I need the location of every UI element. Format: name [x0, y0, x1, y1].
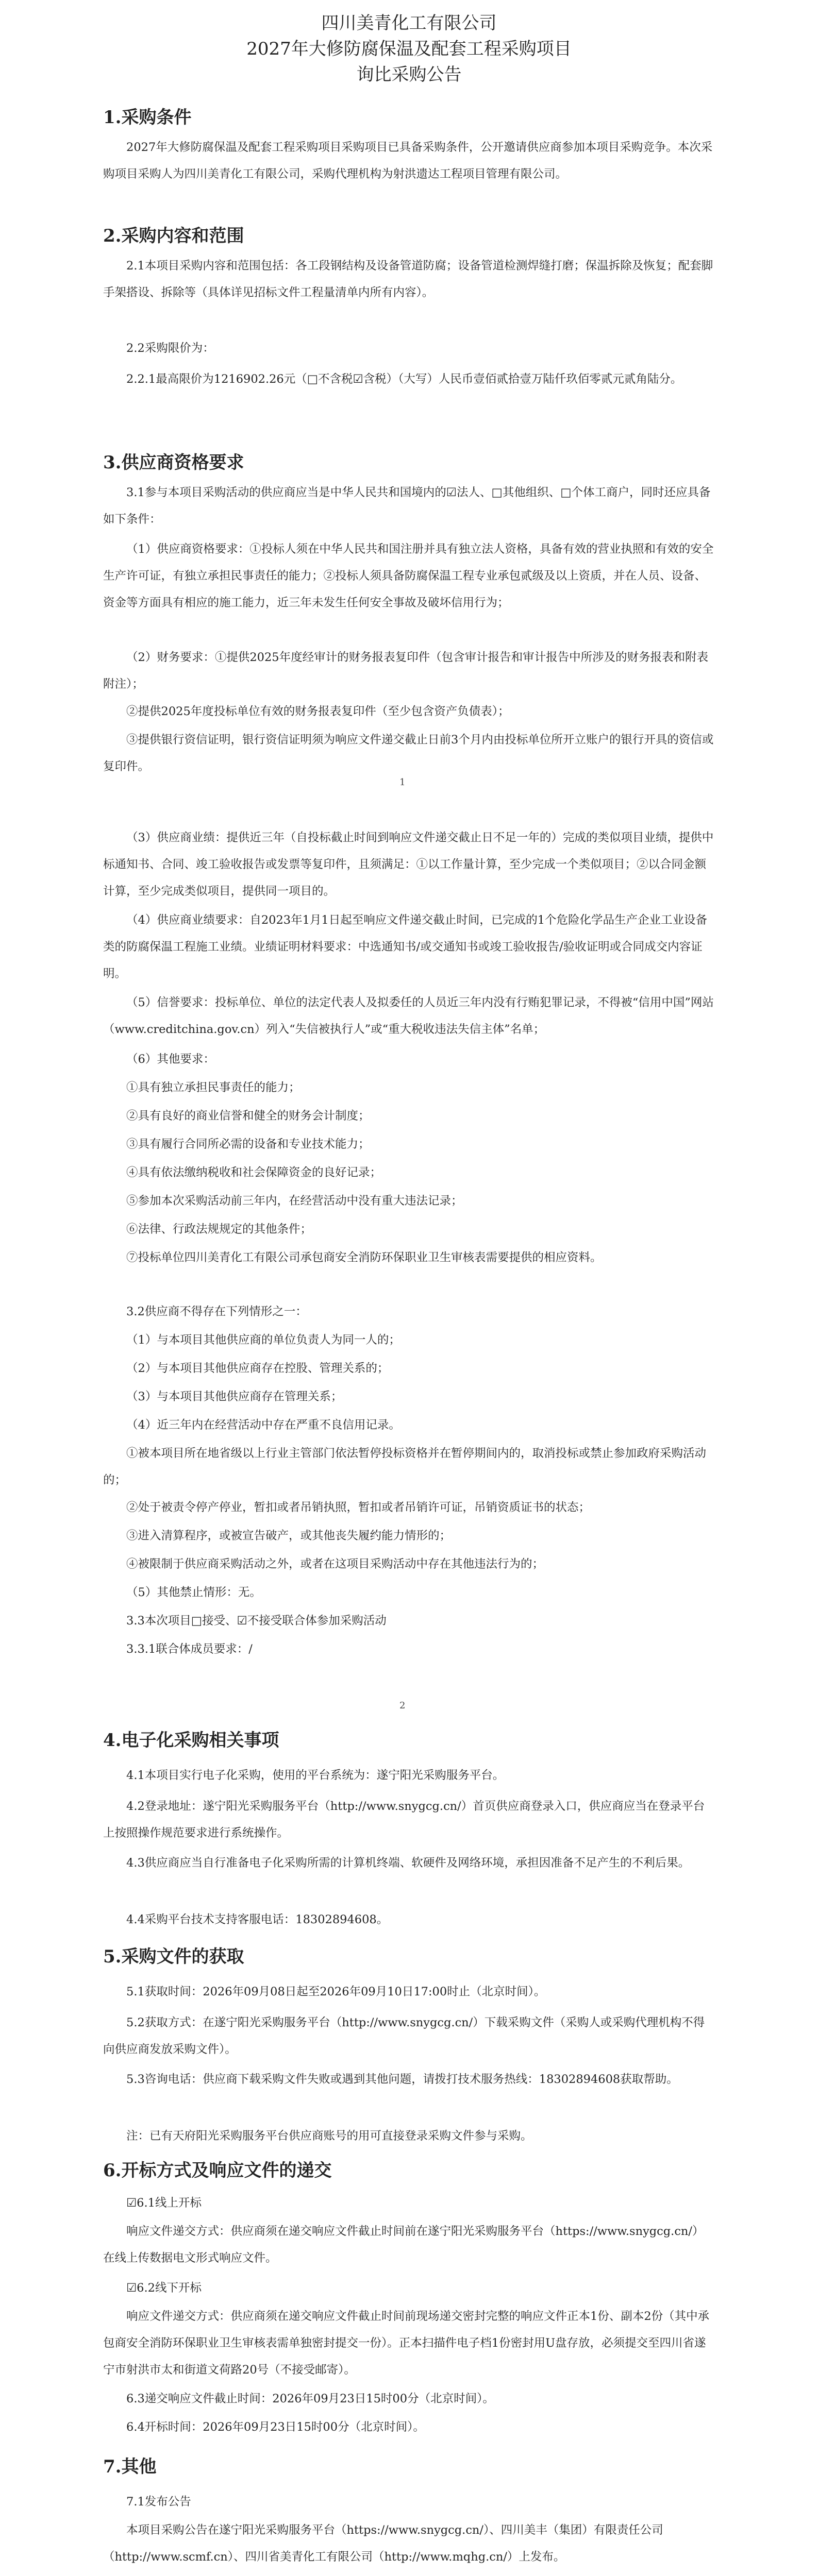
section-2-limit-value: 2.2.1最高限价为1216902.26元（□不含税☑含税）（大写）人民币壹佰贰拾壹万陆仟玖佰零贰元贰角陆分。 — [126, 372, 682, 386]
s5-item: 注：已有天府阳光采购服务平台供应商账号的用可直接登录采购文件参与采购。 — [126, 2129, 532, 2143]
s4-item: 4.2登录地址：遂宁阳光采购服务平台（http://www.snygcg.cn/）首页供应商登录入口，供应商应当在登录平台上按照操作规范要求进行系统操作。 — [103, 1800, 705, 1840]
s6-item: 响应文件递交方式：供应商须在递交响应文件截止时间前在遂宁阳光采购服务平台（https://www.snygcg.cn/）在线上传数据电文形式响应文件。 — [103, 2225, 704, 2265]
s3-item: ②具有良好的商业信誉和健全的财务会计制度； — [126, 1109, 370, 1123]
section-7-title: 7.其他 — [103, 2456, 157, 2477]
s3-item: ③提供银行资信证明，银行资信证明须为响应文件递交截止日前3个月内由投标单位所开立账户的银行开具的资信或复印件。 — [103, 733, 714, 773]
s3-item: （5）其他禁止情形：无。 — [126, 1586, 261, 1599]
s6-item: 6.4开标时间：2026年09月23日15时00分（北京时间）。 — [126, 2420, 425, 2434]
company-name: 四川美青化工有限公司 — [321, 13, 497, 33]
s4-item: 4.3供应商应当自行准备电子化采购所需的计算机终端、软硬件及网络环境，承担因准备不足产生的不利后果。 — [126, 1856, 690, 1870]
s3-item: （4）近三年内在经营活动中存在严重不良信用记录。 — [126, 1418, 400, 1432]
s3-item: ④被限制于供应商采购活动之外，或者在这项目采购活动中存在其他违法行为的； — [126, 1557, 544, 1571]
section-6-title: 6.开标方式及响应文件的递交 — [103, 2160, 332, 2181]
s3-item: （2）与本项目其他供应商存在控股、管理关系的； — [126, 1362, 389, 1375]
s5-item: 5.2获取方式：在遂宁阳光采购服务平台（http://www.snygcg.cn/）下载采购文件（采购人或采购代理机构不得向供应商发放采购文件）。 — [103, 2016, 705, 2056]
s3-item: ③进入清算程序，或被宣告破产，或其他丧失履约能力情形的； — [126, 1529, 452, 1543]
page-number: 1 — [399, 777, 406, 788]
s3-item: ②提供2025年度投标单位有效的财务报表复印件（至少包含资产负债表）； — [126, 705, 510, 718]
section-3-intro: 3.1参与本项目采购活动的供应商应当是中华人民共和国境内的☑法人、□其他组织、□个体工商户，同时还应具备如下条件： — [103, 486, 711, 526]
s6-item: ☑6.1线上开标 — [126, 2196, 202, 2210]
s3-item: ①具有独立承担民事责任的能力； — [126, 1081, 301, 1094]
section-2-limit-label: 2.2采购限价为： — [126, 342, 214, 355]
s3-item: ⑤参加本次采购活动前三年内，在经营活动中没有重大违法记录； — [126, 1194, 463, 1208]
section-3-title: 3.供应商资格要求 — [103, 452, 244, 473]
section-1-body: 2027年大修防腐保温及配套工程采购项目采购项目已具备采购条件，公开邀请供应商参加本项目采购竞争。本次采购项目采购人为四川美青化工有限公司，采购代理机构为射洪遗达工程项目管理有限公司。 — [103, 141, 713, 181]
s3-item: 3.2供应商不得存在下列情形之一： — [126, 1305, 307, 1318]
s3-item: （1）供应商资格要求：①投标人须在中华人民共和国注册并具有独立法人资格，具备有效的营业执照和有效的安全生产许可证，有独立承担民事责任的能力；②投标人须具备防腐保温工程专业承包贰级及以上资质，并在人员、设备、资金等方面具有相应的施工能力，近三年未发生任何安全事故及破坏信用行为； — [103, 543, 714, 609]
section-4-title: 4.电子化采购相关事项 — [103, 1730, 279, 1751]
s3-item: ③具有履行合同所必需的设备和专业技术能力； — [126, 1138, 370, 1151]
s3-item: （2）财务要求：①提供2025年度经审计的财务报表复印件（包含审计报告和审计报告中所涉及的财务报表和附表附注）； — [103, 651, 709, 691]
s3-item: 3.3.1联合体成员要求：/ — [126, 1642, 253, 1656]
header — [103, 10, 715, 88]
s4-item: 4.4采购平台技术支持客服电话：18302894608。 — [126, 1913, 389, 1926]
s3-item: ⑦投标单位四川美青化工有限公司承包商安全消防环保职业卫生审核表需要提供的相应资料。 — [126, 1251, 602, 1264]
s6-item: 6.3递交响应文件截止时间：2026年09月23日15时00分（北京时间）。 — [126, 2392, 494, 2405]
s7-item: 本项目采购公告在遂宁阳光采购服务平台（https://www.snygcg.cn/）、四川美丰（集团）有限责任公司（http://www.scmf.cn）、四川省美青化工有限公司（http://www.mqhg.cn/）上发布。 — [103, 2523, 663, 2564]
s5-item: 5.3咨询电话：供应商下载采购文件失败或遇到其他问题，请拨打技术服务热线：18302894608获取帮助。 — [126, 2073, 678, 2086]
section-5-title: 5.采购文件的获取 — [103, 1946, 244, 1967]
s6-item: ☑6.2线下开标 — [126, 2281, 202, 2295]
notice-title: 询比采购公告 — [356, 64, 462, 85]
s3-item: （3）与本项目其他供应商存在管理关系； — [126, 1390, 343, 1403]
section-2-scope: 2.1本项目采购内容和范围包括：各工段钢结构及设备管道防腐；设备管道检测焊缝打磨；保温拆除及恢复；配套脚手架搭设、拆除等（具体详见招标文件工程量清单内所有内容）。 — [103, 259, 713, 299]
s3-item: （6）其他要求： — [126, 1053, 215, 1066]
s3-item: ④具有依法缴纳税收和社会保障资金的良好记录； — [126, 1166, 382, 1179]
page-number: 2 — [399, 1700, 406, 1711]
s7-item: 7.1发布公告 — [126, 2495, 191, 2509]
s5-item: 5.1获取时间：2026年09月08日起至2026年09月10日17:00时止（北京时间）。 — [126, 1985, 546, 1998]
section-1-title: 1.采购条件 — [103, 107, 192, 128]
s4-item: 4.1本项目实行电子化采购，使用的平台系统为：遂宁阳光采购服务平台。 — [126, 1769, 505, 1782]
s3-item: （3）供应商业绩：提供近三年（自投标截止时间到响应文件递交截止日不足一年的）完成的类似项目业绩，提供中标通知书、合同、竣工验收报告或发票等复印件，且须满足：①以工作量计算，至少完成一个类似项目；②以合同金额计算，至少完成类似项目，提供同一项目的。 — [103, 831, 714, 898]
s3-item: （1）与本项目其他供应商的单位负责人为同一人的； — [126, 1333, 400, 1347]
s3-item: 3.3本次项目□接受、☑不接受联合体参加采购活动 — [126, 1614, 387, 1628]
s3-item: ⑥法律、行政法规规定的其他条件； — [126, 1223, 312, 1236]
s6-item: 响应文件递交方式：供应商须在递交响应文件截止时间前现场递交密封完整的响应文件正本1份、副本2份（其中承包商安全消防环保职业卫生审核表需单独密封提交一份）。正本扫描件电子档1份密封用U盘存放，必须提交至四川省遂宁市射洪市太和街道文荷路20号（不接受邮寄）。 — [103, 2310, 710, 2377]
section-2-title: 2.采购内容和范围 — [103, 226, 244, 246]
project-name: 2027年大修防腐保温及配套工程采购项目 — [246, 39, 572, 59]
s3-item: ①被本项目所在地省级以上行业主管部门依法暂停投标资格并在暂停期间内的，取消投标或禁止参加政府采购活动的； — [103, 1447, 707, 1487]
s3-item: （4）供应商业绩要求：自2023年1月1日起至响应文件递交截止时间，已完成的1个危险化学品生产企业工业设备类的防腐保温工程施工业绩。业绩证明材料要求：中选通知书/或交通知书或竣工验收报告/验收证明或合同成交内容证明。 — [103, 913, 708, 980]
s3-item: （5）信誉要求：投标单位、单位的法定代表人及拟委任的人员近三年内没有行贿犯罪记录，不得被“信用中国”网站（www.creditchina.gov.cn）列入“失信被执行人”或“重大税收违法失信主体”名单； — [103, 996, 714, 1036]
s3-item: ②处于被责令停产停业，暂扣或者吊销执照，暂扣或者吊销许可证，吊销资质证书的状态； — [126, 1501, 591, 1514]
